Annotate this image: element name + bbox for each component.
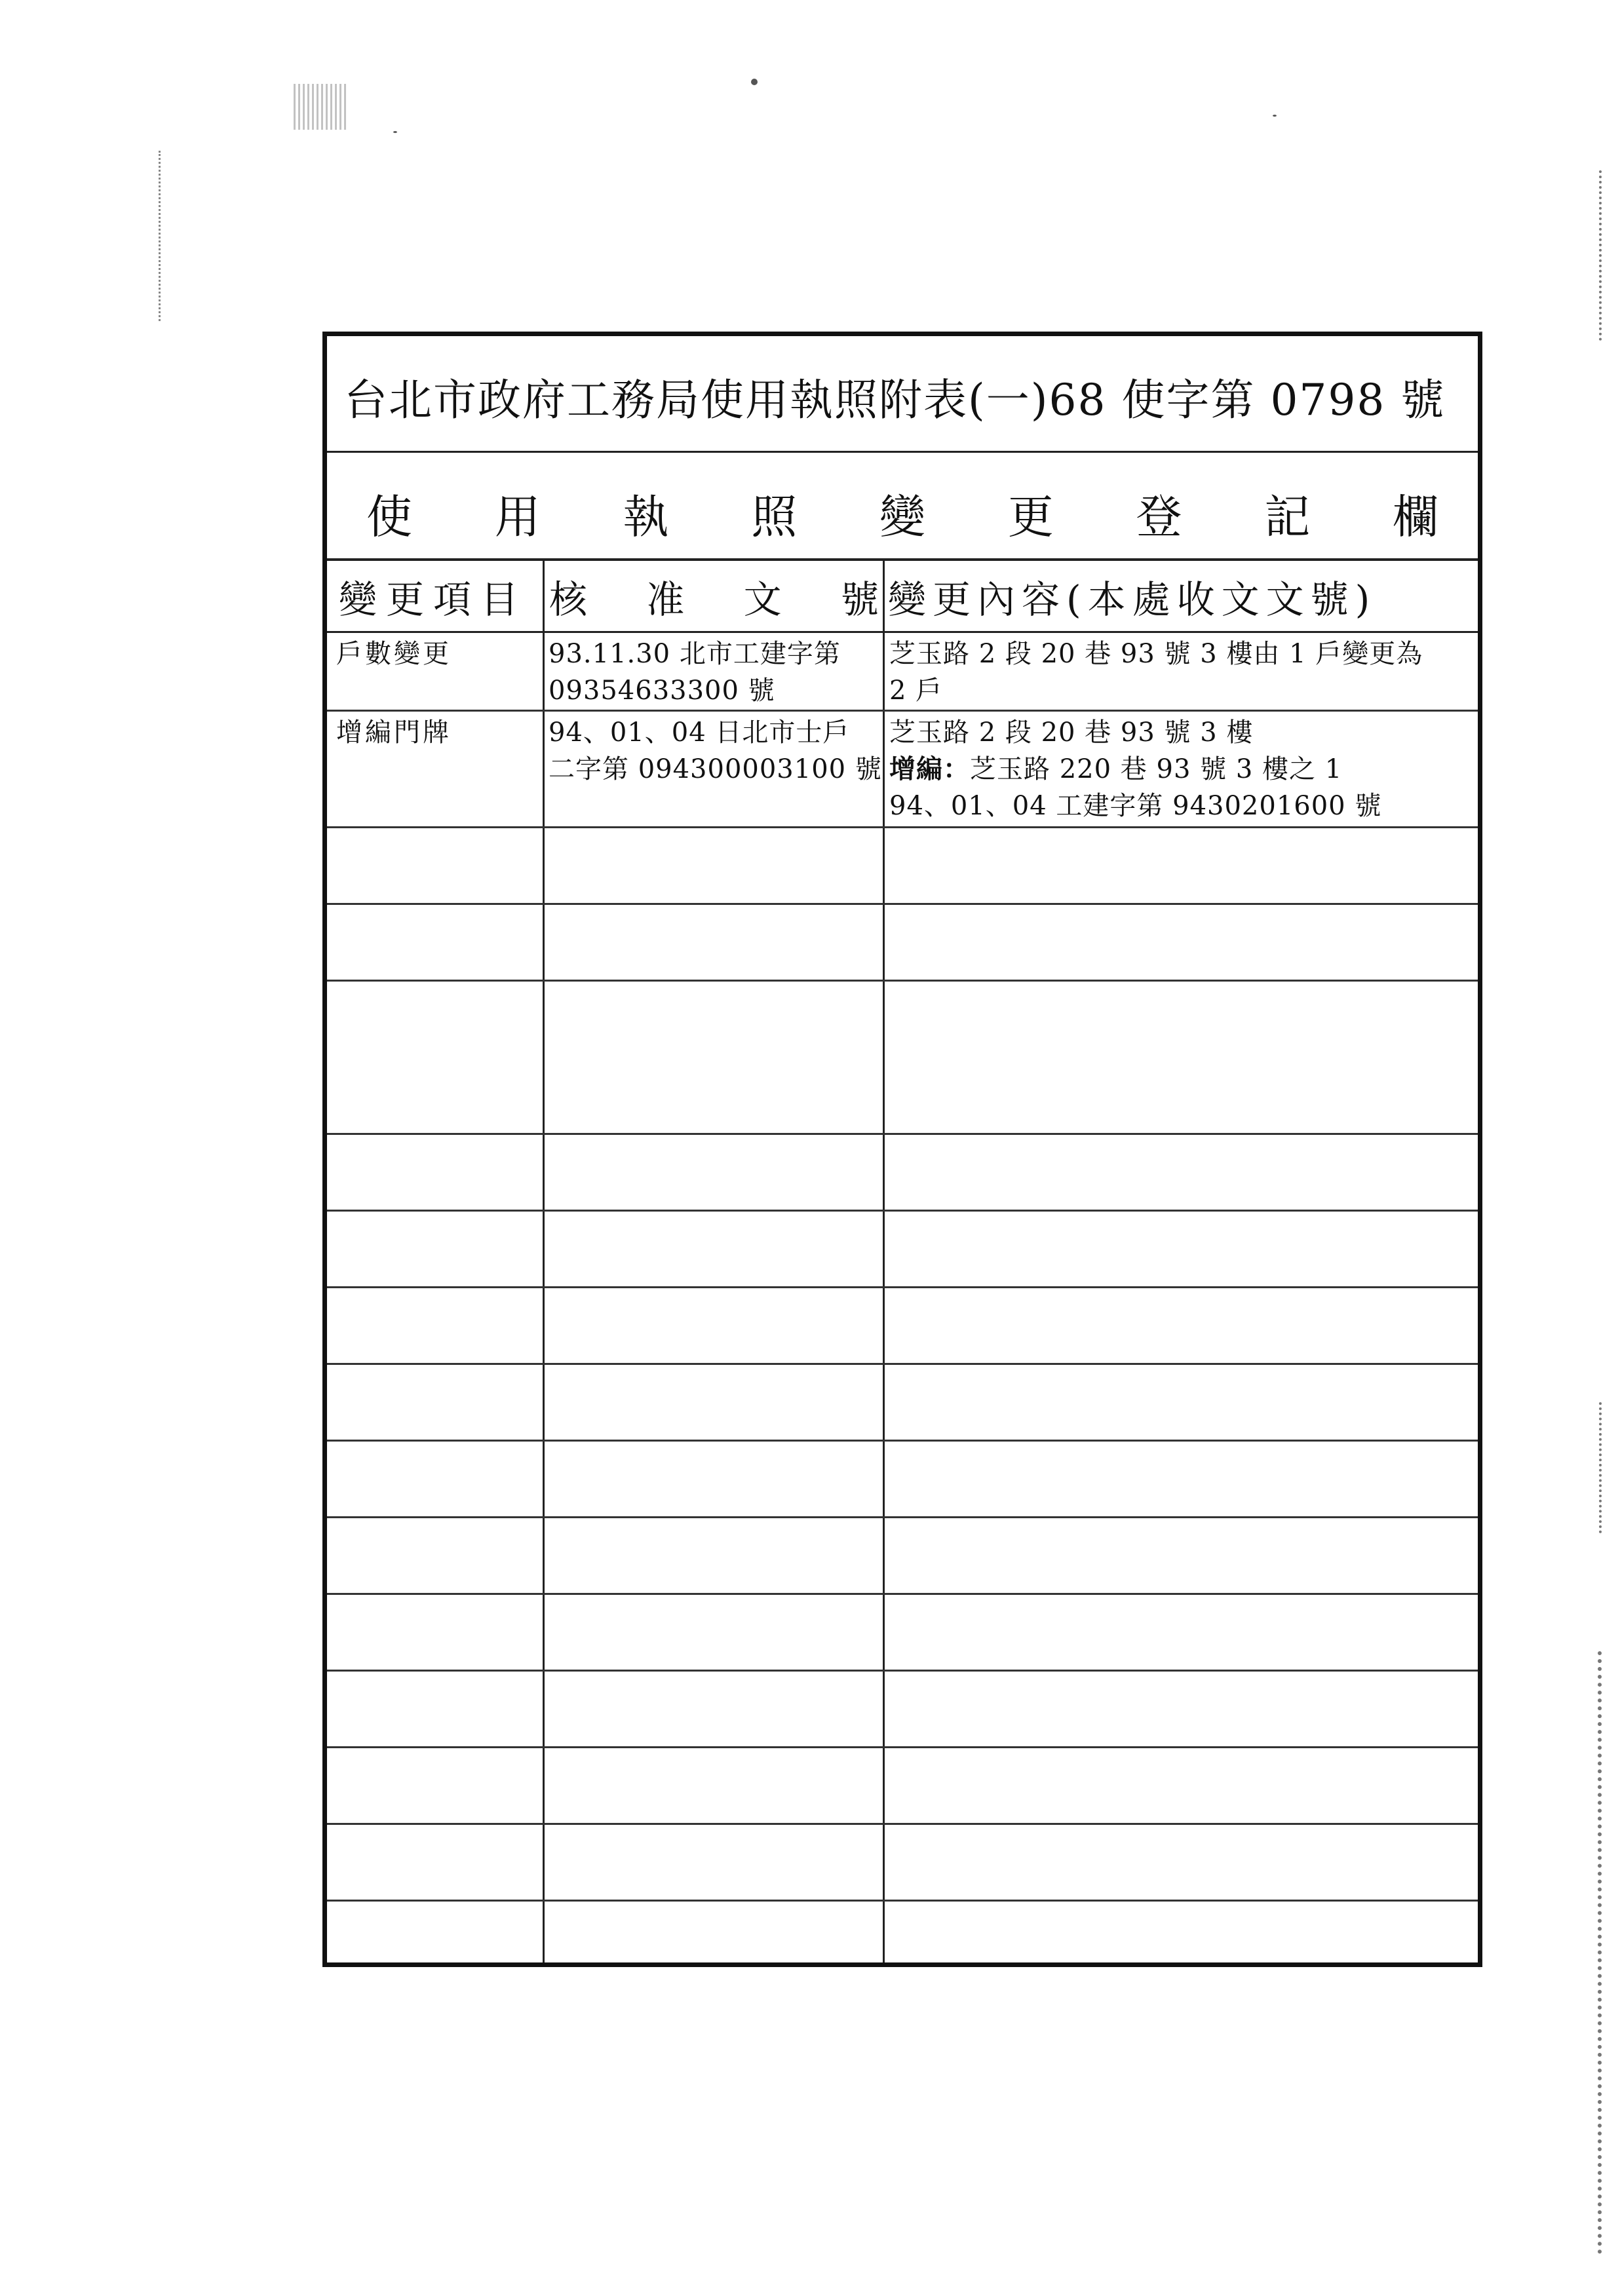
approval-header-char: 核 [549, 577, 588, 622]
empty-table-row [327, 1212, 1478, 1288]
table-row [327, 633, 1478, 712]
empty-table-row [327, 828, 1478, 905]
content-line-rest: 芝玉路 220 巷 93 號 3 樓之 1 [970, 754, 1343, 784]
heading-row [327, 453, 1478, 561]
heading-char: 照 [751, 490, 798, 544]
title-row [327, 336, 1478, 453]
heading-char: 變 [879, 490, 925, 544]
scan-edge-marks [159, 151, 163, 321]
content-line: 芝玉路 2 段 20 巷 93 號 3 樓 [889, 718, 1254, 748]
heading-char: 使 [366, 490, 412, 544]
approval-cell [549, 714, 883, 788]
scan-speck [751, 79, 758, 85]
approval-line: 09354633300 號 [549, 676, 775, 706]
empty-table-row [327, 905, 1478, 982]
scan-smudge [294, 84, 346, 130]
empty-table-row [327, 1518, 1478, 1595]
content-line [889, 751, 1473, 788]
empty-table-row [327, 1595, 1478, 1672]
approval-header-char: 號 [840, 577, 879, 622]
column-header-content: 變更內容(本處收文文號) [888, 577, 1377, 622]
form-title: 台北市政府工務局使用執照附表(一)68 使字第 0798 號 [344, 375, 1446, 425]
scan-edge-marks [1598, 1651, 1608, 2254]
approval-line: 二字第 094300003100 號 [549, 754, 882, 784]
usage-permit-form [322, 332, 1482, 1967]
content-cell [889, 636, 1473, 709]
empty-table-row [327, 1902, 1478, 1977]
empty-table-row [327, 1135, 1478, 1212]
empty-table-row [327, 1672, 1478, 1748]
table-row [327, 712, 1478, 828]
column-header-item: 變更項目 [339, 577, 528, 622]
approval-header-char: 文 [743, 577, 782, 622]
column-header-row [327, 561, 1478, 633]
heading-char: 欄 [1393, 490, 1438, 544]
approval-line: 93.11.30 北市工建字第 [549, 639, 841, 669]
empty-table-row [327, 1442, 1478, 1518]
item-cell: 增編門牌 [336, 718, 452, 748]
approval-line: 94、01、04 日北市士戶 [549, 718, 850, 748]
approval-cell [549, 636, 883, 709]
content-line: 94、01、04 工建字第 9430201600 號 [889, 791, 1382, 821]
item-cell: 戶數變更 [336, 639, 452, 669]
empty-table-row [327, 1825, 1478, 1902]
approval-header-char: 准 [646, 577, 685, 622]
heading-char: 執 [623, 490, 669, 544]
empty-table-row [327, 1365, 1478, 1442]
scan-speck [1273, 115, 1277, 117]
heading-char: 更 [1007, 490, 1054, 544]
heading-char: 用 [494, 490, 541, 544]
content-cell [889, 714, 1473, 824]
column-header-approval [543, 561, 883, 631]
empty-table-row [327, 1748, 1478, 1825]
heading-char: 記 [1264, 490, 1311, 544]
empty-table-row [327, 1288, 1478, 1365]
content-bold-label: 增編： [889, 754, 970, 784]
scan-speck [393, 131, 397, 133]
heading-char: 登 [1136, 490, 1182, 544]
scan-edge-marks [1599, 1402, 1608, 1533]
empty-table-row [327, 982, 1478, 1135]
content-line: 芝玉路 2 段 20 巷 93 號 3 樓由 1 戶變更為 [889, 639, 1423, 669]
scan-edge-marks [1599, 170, 1608, 341]
change-register-heading [366, 480, 1438, 546]
content-line: 2 戶 [889, 676, 943, 706]
entry-rows [327, 633, 1478, 1977]
